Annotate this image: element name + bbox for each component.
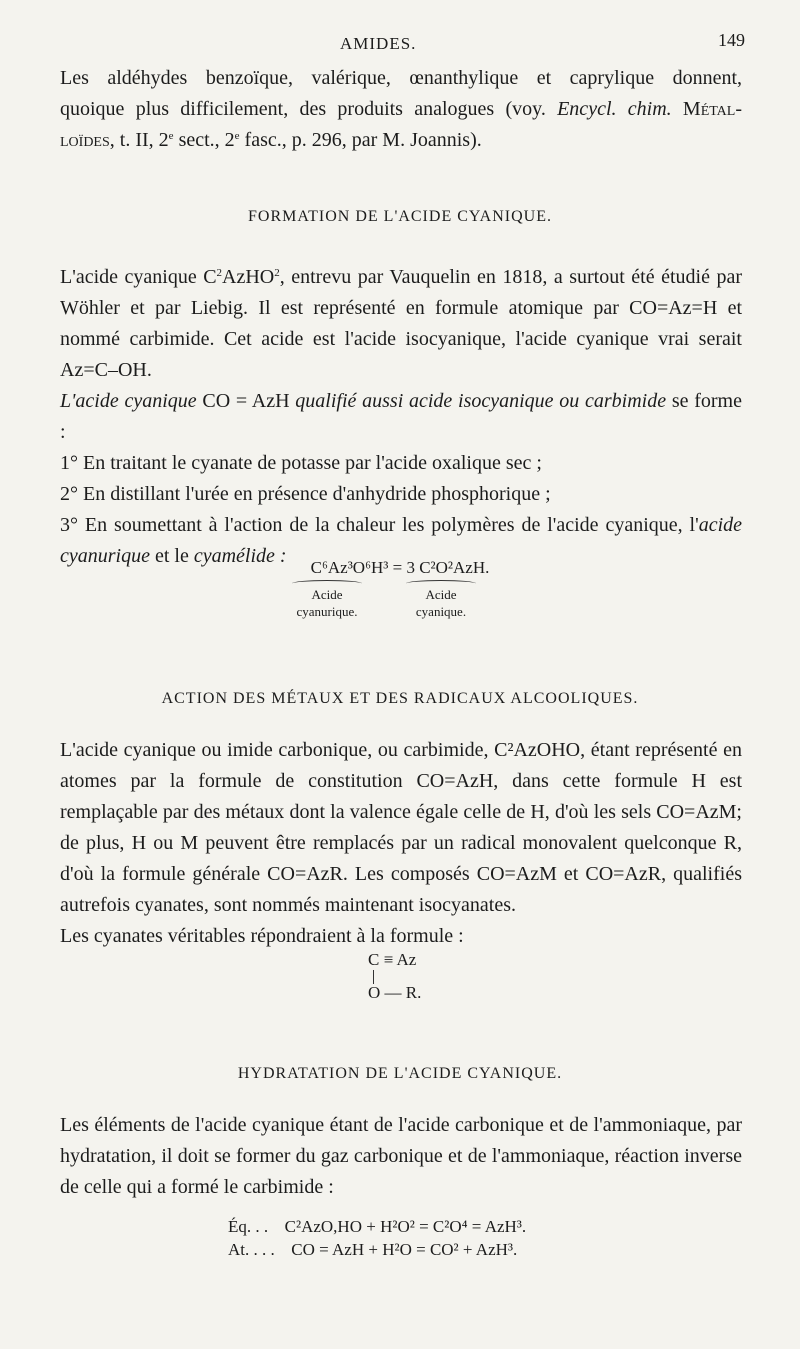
formation-p1-c: , entrevu par Vauquelin en 1818, a surtout été étudié par Wöhler et par Liebig. Il est représenté en formule atomique par CO=Az=H et nommé carbimide. Cet acide est l'acide isocyanique, l'acide cyanique vrai serait Az=C–OH. [60,266,742,381]
formation-item-3-b: et le [149,545,194,567]
structure-bond [373,970,374,984]
formation-sup-1: 2 [216,267,223,279]
formation-item-1-text: 1° En traitant le cyanate de potasse par l'acide oxalique sec ; [60,452,542,474]
intro-volume: Métal- [682,98,742,120]
label-cyanique-1: Acide [425,587,457,602]
intro-line-1: Les aldéhydes benzoïque, valérique, œnanthylique et caprylique donnent, [60,67,742,89]
hydratation-text [60,1110,742,1203]
label-cyanuric-1: Acide [311,587,343,602]
formation-p2-formula: CO = AzH [196,390,296,412]
label-cyanuric [285,586,369,620]
intro-line-3a: , t. II, 2 [109,129,169,151]
equation-equivalents [228,1217,526,1237]
formation-sup-2: 2 [274,267,280,279]
cyanate-structure-bottom: O — R. [368,983,422,1002]
intro-citation: Encycl. chim. [557,98,672,120]
page-header [0,30,800,60]
formation-item-2 [60,479,742,510]
cyanate-structure-top: C ≡ Az [368,950,417,969]
intro-paragraph [60,63,742,156]
formation-text [60,262,742,572]
formation-item-1 [60,448,742,479]
at-label: At. . . . [228,1240,275,1259]
page-number: 149 [718,30,745,50]
running-head: AMIDES. [340,34,417,53]
formation-item-3-a: 3° En soumettant à l'action de la chaleur les polymères de l'acide cyanique, l' [60,514,699,536]
intro-line-3c: fasc., p. 296, par M. Joannis). [239,129,482,151]
label-cyanuric-2: cyanurique. [296,604,358,619]
formation-paragraph-1 [60,262,742,386]
label-cyanique [399,586,483,620]
formation-item-2-text: 2° En distillant l'urée en présence d'anhydride phosphorique ; [60,483,551,505]
formation-item-3-italic-2: cyamélide : [193,545,287,567]
hydratation-paragraph: Les éléments de l'acide cyanique étant de l'acide carbonique et de l'ammoniaque, par hydratation, il doit se former du gaz carbonique et de l'ammoniaque, réaction inverse de celle qui a formé le carbimide : [60,1114,742,1198]
intro-line-2: quoique plus difficilement, des produits analogues (voy. [60,98,558,120]
action-paragraph-2: Les cyanates véritables répondraient à la formule : [60,925,464,947]
intro-volume-cont: loïdes [60,129,110,151]
equation-atoms [228,1240,517,1260]
cyanuric-formula-text: C⁶Az³O⁶H³ = 3 C²O²AzH. [310,558,490,577]
formation-p1-b: AzHO [222,266,275,288]
section-title-formation: FORMATION DE L'ACIDE CYANIQUE. [248,208,552,225]
label-cyanique-2: cyanique. [415,604,467,619]
formation-p2-italic-2: qualifié aussi acide isocyanique ou carbimide [295,390,667,412]
cyanuric-formula [0,558,800,578]
section-title-hydratation: HYDRATATION DE L'ACIDE CYANIQUE. [237,1065,563,1082]
intro-line-3b: sect., 2 [173,129,235,151]
formation-p2-end: se forme : [60,390,742,443]
eq-formula: C²AzO,HO + H²O² = C²O⁴ = AzH³. [284,1217,527,1236]
intro-sup-1: e [168,130,174,142]
formation-item-3-italic-1: acide cyanurique [60,514,742,567]
section-title-action: ACTION DES MÉTAUX ET DES RADICAUX ALCOOLIQUES. [161,690,639,707]
formation-p2-italic-1: L'acide cyanique [60,390,197,412]
formation-paragraph-2 [60,386,742,448]
action-paragraph-1: L'acide cyanique ou imide carbonique, ou carbimide, C²AzOHO, étant représenté en atomes par la formule de constitution CO=AzH, dans cette formule H est remplaçable par des métaux dont la valence égale celle de H, d'où les sels CO=AzM; de plus, H ou M peuvent être remplacés par un radical monovalent quelconque R, d'où la formule générale CO=AzR. Les composés CO=AzM et CO=AzR, qualifiés autrefois cyanates, sont nommés maintenant isocyanates. [60,739,742,916]
at-formula: CO = AzH + H²O = CO² + AzH³. [291,1240,518,1259]
intro-sup-2: e [234,130,240,142]
eq-label: Éq. . . [228,1217,269,1236]
formation-p1-a: L'acide cyanique C [60,266,217,288]
action-text [60,735,742,952]
